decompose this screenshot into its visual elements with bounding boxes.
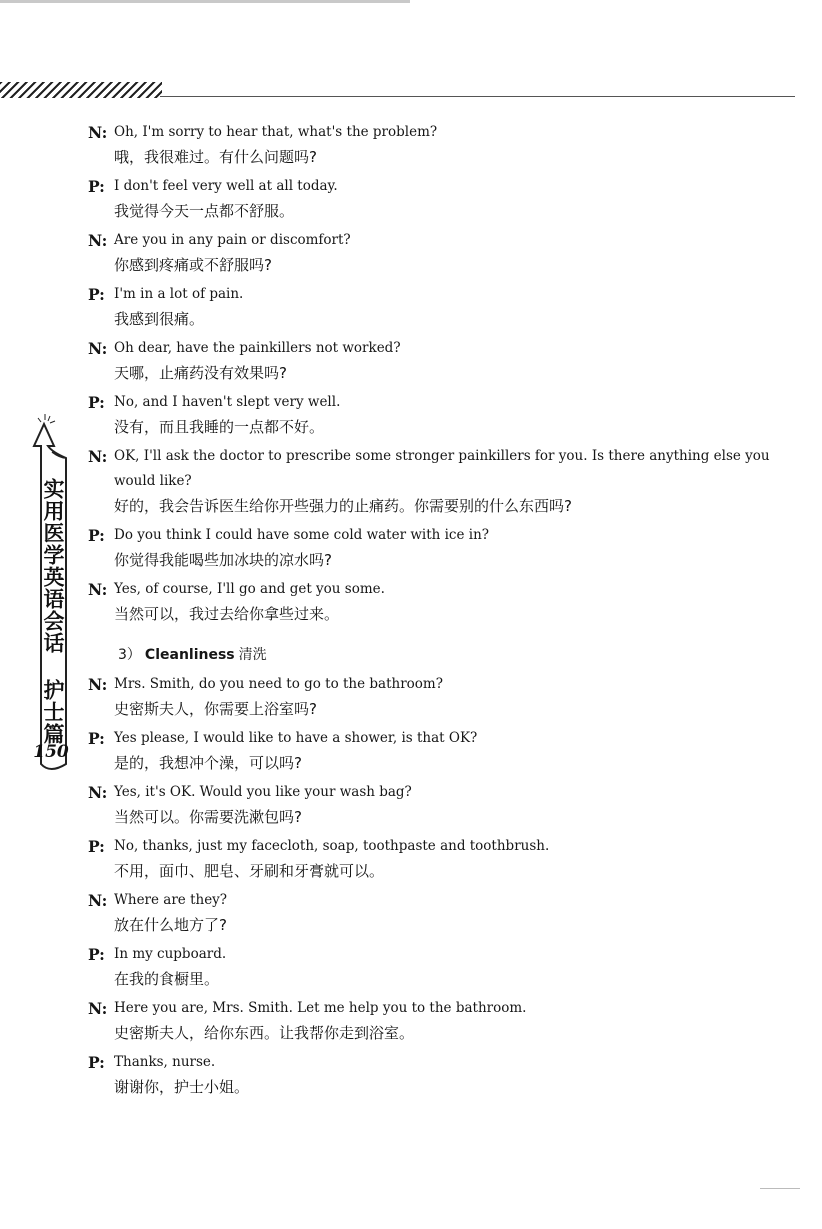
speaker-label: N:	[88, 580, 108, 599]
speaker-label: N:	[88, 891, 108, 910]
dialogue-turn	[88, 444, 796, 519]
header-rule	[160, 96, 795, 97]
dialogue-turn	[88, 672, 796, 722]
chinese-translation: 当然可以。你需要洗漱包吗?	[114, 808, 302, 826]
english-text: In my cupboard.	[114, 946, 227, 962]
english-text: I'm in a lot of pain.	[114, 286, 244, 302]
english-line	[88, 336, 796, 361]
english-line	[88, 780, 796, 805]
english-line	[88, 996, 796, 1021]
english-text: Yes, of course, I'll go and get you some.	[114, 581, 385, 597]
english-line	[88, 888, 796, 913]
chinese-translation: 史密斯夫人，给你东西。让我帮你走到浴室。	[114, 1024, 415, 1042]
chinese-translation: 谢谢你，护士小姐。	[114, 1078, 250, 1096]
dialogue-turn	[88, 780, 796, 830]
english-line	[88, 120, 796, 145]
section-title-en: Cleanliness	[144, 647, 235, 663]
english-line	[88, 577, 796, 602]
speaker-label: N:	[88, 339, 108, 358]
chinese-translation: 放在什么地方了?	[114, 916, 227, 934]
dialogue-part-2	[88, 672, 796, 1100]
speaker-label: N:	[88, 231, 108, 250]
dialogue-turn	[88, 888, 796, 938]
dialogue-part-1	[88, 120, 796, 627]
english-text: Thanks, nurse.	[114, 1054, 216, 1070]
english-line	[88, 174, 796, 199]
english-line	[88, 523, 796, 548]
section-number: 3）	[118, 647, 141, 663]
dialogue-turn	[88, 282, 796, 332]
page-content	[88, 120, 796, 1104]
chinese-translation: 不用，面巾、肥皂、牙刷和牙膏就可以。	[114, 862, 385, 880]
speaker-label: P:	[88, 526, 105, 545]
english-text: Here you are, Mrs. Smith. Let me help you to the bathroom.	[114, 1000, 527, 1016]
chinese-translation: 哦，我很难过。有什么问题吗?	[114, 148, 317, 166]
english-line	[88, 282, 796, 307]
chinese-translation: 史密斯夫人，你需要上浴室吗?	[114, 700, 317, 718]
dialogue-turn	[88, 523, 796, 573]
dialogue-turn	[88, 834, 796, 884]
book-title-vertical: 实用医学英语会话 护士篇	[41, 478, 65, 745]
english-line	[88, 672, 796, 697]
chinese-translation: 你感到疼痛或不舒服吗?	[114, 256, 272, 274]
dialogue-turn	[88, 390, 796, 440]
dialogue-turn	[88, 228, 796, 278]
sparkle-icon	[38, 414, 55, 423]
english-text: Oh dear, have the painkillers not worked?	[114, 340, 401, 356]
english-text: Are you in any pain or discomfort?	[114, 232, 351, 248]
english-line	[88, 444, 796, 494]
speaker-label: N:	[88, 123, 108, 142]
bottom-rule	[760, 1188, 800, 1189]
chinese-translation: 我觉得今天一点都不舒服。	[114, 202, 295, 220]
english-text: No, and I haven't slept very well.	[114, 394, 341, 410]
header-hatch-decoration	[0, 82, 162, 98]
english-text: Mrs. Smith, do you need to go to the bathroom?	[114, 676, 443, 692]
chinese-translation: 当然可以，我过去给你拿些过来。	[114, 605, 340, 623]
dialogue-turn	[88, 120, 796, 170]
section-heading	[88, 643, 796, 667]
speaker-label: P:	[88, 729, 105, 748]
speaker-label: N:	[88, 783, 108, 802]
english-text: OK, I'll ask the doctor to prescribe some stronger painkillers for you. Is there anything else you would like?	[114, 448, 770, 489]
english-text: Oh, I'm sorry to hear that, what's the problem?	[114, 124, 438, 140]
top-rule	[0, 0, 410, 3]
speaker-label: P:	[88, 393, 105, 412]
english-line	[88, 1050, 796, 1075]
english-line	[88, 942, 796, 967]
english-text: Where are they?	[114, 892, 228, 908]
dialogue-turn	[88, 996, 796, 1046]
english-text: Yes please, I would like to have a shower, is that OK?	[114, 730, 478, 746]
side-tab	[30, 412, 70, 782]
chinese-translation: 你觉得我能喝些加冰块的凉水吗?	[114, 551, 332, 569]
english-text: I don't feel very well at all today.	[114, 178, 338, 194]
speaker-label: P:	[88, 945, 105, 964]
speaker-label: N:	[88, 675, 108, 694]
english-line	[88, 390, 796, 415]
page-number: 150	[33, 742, 69, 762]
english-line	[88, 228, 796, 253]
speaker-label: P:	[88, 1053, 105, 1072]
dialogue-turn	[88, 1050, 796, 1100]
speaker-label: N:	[88, 447, 108, 466]
english-text: Do you think I could have some cold water with ice in?	[114, 527, 490, 543]
dialogue-turn	[88, 726, 796, 776]
chinese-translation: 好的，我会告诉医生给你开些强力的止痛药。你需要别的什么东西吗?	[114, 497, 572, 515]
section-title-zh: 清洗	[238, 647, 267, 663]
speaker-label: P:	[88, 285, 105, 304]
speaker-label: P:	[88, 177, 105, 196]
english-line	[88, 834, 796, 859]
chinese-translation: 没有，而且我睡的一点都不好。	[114, 418, 325, 436]
english-line	[88, 726, 796, 751]
chinese-translation: 我感到很痛。	[114, 310, 205, 328]
speaker-label: N:	[88, 999, 108, 1018]
english-text: Yes, it's OK. Would you like your wash bag?	[114, 784, 412, 800]
speaker-label: P:	[88, 837, 105, 856]
english-text: No, thanks, just my facecloth, soap, toothpaste and toothbrush.	[114, 838, 550, 854]
chinese-translation: 天哪，止痛药没有效果吗?	[114, 364, 287, 382]
dialogue-turn	[88, 577, 796, 627]
dialogue-turn	[88, 174, 796, 224]
chinese-translation: 在我的食橱里。	[114, 970, 220, 988]
dialogue-turn	[88, 336, 796, 386]
chinese-translation: 是的，我想冲个澡，可以吗?	[114, 754, 302, 772]
dialogue-turn	[88, 942, 796, 992]
